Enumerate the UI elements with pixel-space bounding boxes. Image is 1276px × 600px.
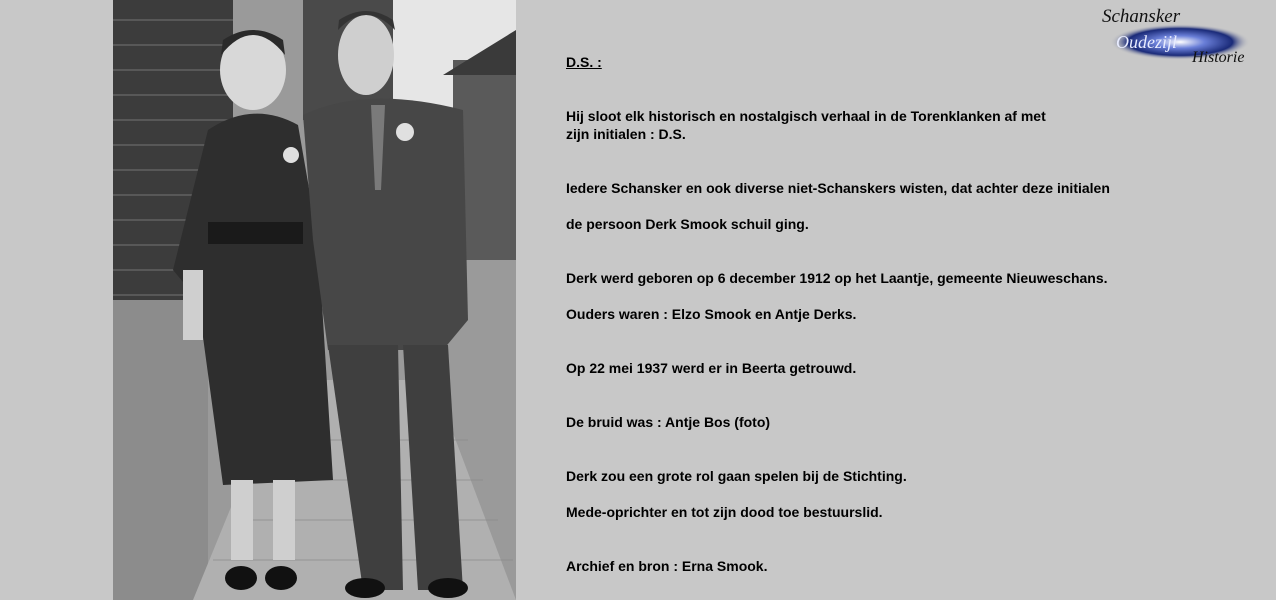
logo-line3: Historie [1192, 49, 1245, 66]
article-line-8: De bruid was : Antje Bos (foto) [566, 414, 771, 430]
article-line-11: Archief en bron : Erna Smook. [566, 558, 768, 574]
article-line-1: Hij sloot elk historisch en nostalgisch verhaal in de Torenklanken af met [566, 108, 1046, 124]
article-line-6: Ouders waren : Elzo Smook en Antje Derks. [566, 306, 857, 322]
article-line-5: Derk werd geboren op 6 december 1912 op het Laantje, gemeente Nieuweschans. [566, 270, 1108, 286]
article-line-9: Derk zou een grote rol gaan spelen bij de Stichting. [566, 468, 907, 484]
article-line-10: Mede-oprichter en tot zijn dood toe bestuurslid. [566, 504, 883, 520]
couple-photo [113, 0, 516, 600]
logo-line2: Oudezijl [1116, 32, 1177, 52]
logo-line1: Schansker [1102, 6, 1181, 27]
article-line-7: Op 22 mei 1937 werd er in Beerta getrouwd. [566, 360, 857, 376]
article-line-2: zijn initialen : D.S. [566, 126, 686, 142]
article-line-4: de persoon Derk Smook schuil ging. [566, 216, 809, 232]
article-heading: D.S. : [566, 54, 602, 70]
logo-emblem [1100, 4, 1270, 66]
site-logo[interactable] [1100, 4, 1270, 66]
article-line-3: Iedere Schansker en ook diverse niet-Schanskers wisten, dat achter deze initialen [566, 180, 1110, 196]
photo-couple-icon [113, 0, 516, 600]
